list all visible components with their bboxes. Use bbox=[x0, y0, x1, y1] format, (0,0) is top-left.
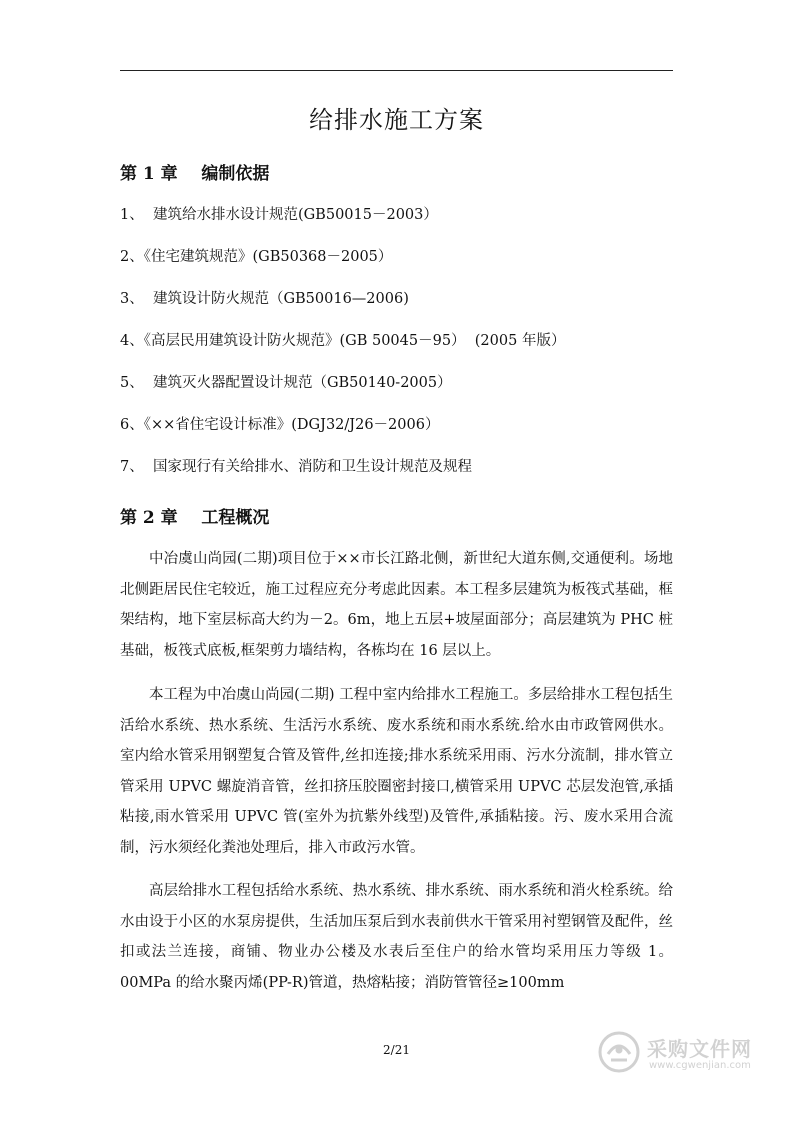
reference-item: 1、 建筑给水排水设计规范(GB50015－2003） bbox=[120, 207, 438, 223]
reference-item: 5、 建筑灭火器配置设计规范（GB50140-2005） bbox=[120, 375, 452, 391]
overview-paragraph: 高层给排水工程包括给水系统、热水系统、排水系统、雨水系统和消火栓系统。给水由设于小区的水泵房提供，生活加压泵后到水表前供水干管采用衬塑钢管及配件，丝扣或法兰连接，商铺、物业办公楼及水表后至住户的给水管均采用压力等级 1。00MPa 的给水聚丙烯(PP-R)管道，热熔粘接；消防管管径≥100mm bbox=[120, 883, 673, 991]
reference-item: 3、 建筑设计防火规范（GB50016—2006) bbox=[120, 291, 409, 307]
watermark-url: www.cgwenjian.com bbox=[649, 1060, 751, 1071]
reference-item: 7、 国家现行有关给排水、消防和卫生设计规范及规程 bbox=[120, 459, 472, 475]
watermark-brand: 采购文件网 bbox=[647, 1037, 752, 1061]
reference-item: 6、《××省住宅设计标准》(DGJ32/J26－2006） bbox=[120, 417, 440, 433]
watermark bbox=[597, 1030, 767, 1078]
overview-paragraph: 中冶虞山尚园(二期)项目位于××市长江路北侧，新世纪大道东侧,交通便利。场地北侧距居民住宅较近，施工过程应充分考虑此因素。本工程多层建筑为板筏式基础，框架结构，地下室层标高大约为－2。6m，地上五层+坡屋面部分；高层建筑为 PHC 桩基础，板筏式底板,框架剪力墙结构，各栋均在 16 层以上。 bbox=[120, 551, 673, 659]
reference-item: 4、《高层民用建筑设计防火规范》(GB 50045－95） (2005 年版） bbox=[120, 333, 566, 349]
header-rule bbox=[120, 70, 673, 71]
overview-paragraph: 本工程为中冶虞山尚园(二期) 工程中室内给排水工程施工。多层给排水工程包括生活给水系统、热水系统、生活污水系统、废水系统和雨水系统.给水由市政管网供水。室内给水管采用钢塑复合管及管件,丝扣连接;排水系统采用雨、污水分流制，排水管立管采用 UPVC 螺旋消音管，丝扣挤压胶圈密封接口,横管采用 UPVC 芯层发泡管,承插粘接,雨水管采用 UPVC 管(室外为抗紫外线型)及管件,承插粘接。污、废水采用合流制，污水须经化粪池处理后，排入市政污水管。 bbox=[120, 687, 673, 856]
reference-list bbox=[120, 203, 680, 497]
watermark-logo-icon bbox=[597, 1030, 641, 1074]
chapter-2-heading: 第 2 章 工程概况 bbox=[120, 508, 270, 528]
document-title: 给排水施工方案 bbox=[309, 106, 484, 134]
page-number: 2/21 bbox=[383, 1043, 410, 1057]
chapter-1-heading: 第 1 章 编制依据 bbox=[120, 164, 270, 184]
reference-item: 2、《住宅建筑规范》(GB50368－2005） bbox=[120, 249, 393, 265]
